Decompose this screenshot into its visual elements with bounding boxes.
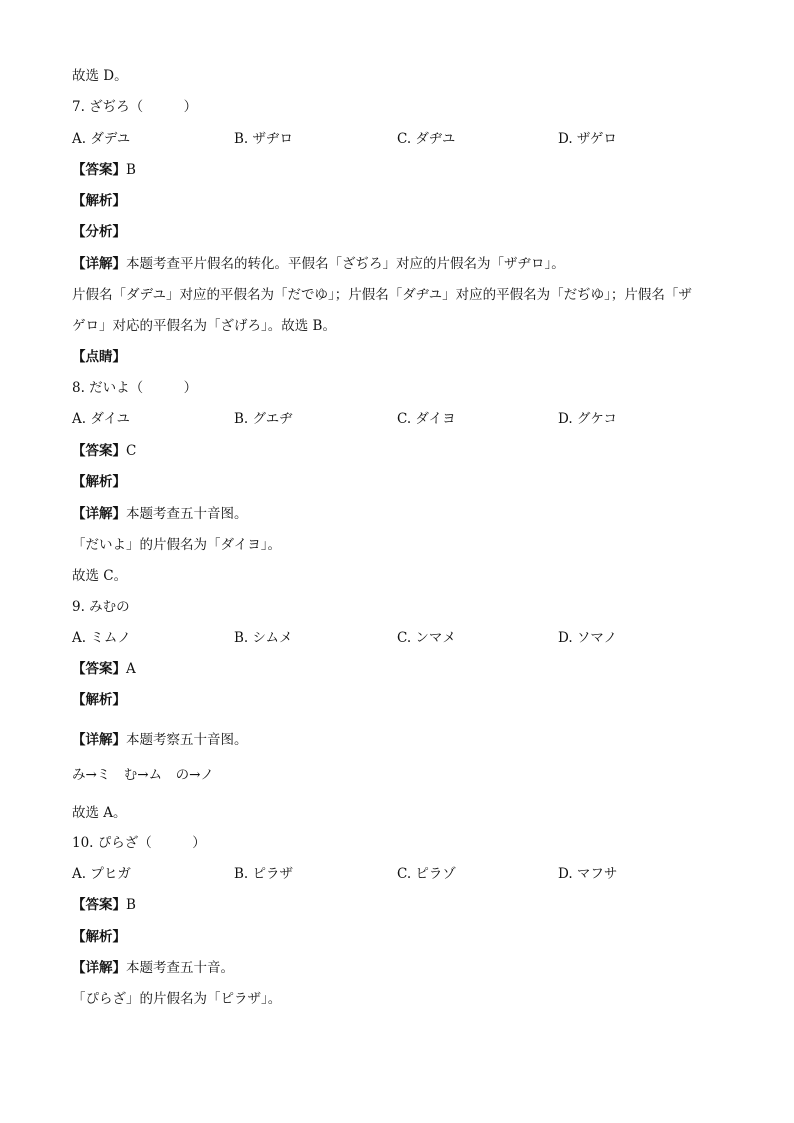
answer-tag: 【答案】 (72, 162, 126, 178)
q9-detail-line-2: み→ミ む→ム の→ノ (72, 767, 214, 783)
q9-option-d: D. ソマノ (558, 630, 618, 646)
q10-option-d: D. マフサ (558, 866, 618, 882)
q7-answer (72, 161, 136, 179)
q8-detail-line-2: 「だいよ」的片假名为「ダイヨ」。 (72, 537, 281, 553)
q7-detail-line-3: ゲロ」对応的平假名为「ざげろ」。故选 B。 (72, 318, 336, 334)
q9-analysis-tag: 【解析】 (72, 692, 126, 708)
q9-option-b: B. シムメ (234, 630, 293, 646)
q10-option-a: A. プヒガ (72, 866, 131, 882)
q9-option-c: C. ンマメ (397, 630, 456, 646)
q7-option-d: D. ザゲロ (558, 131, 617, 147)
q8-option-a: A. ダイユ (72, 411, 131, 427)
q10-option-b: B. ピラザ (234, 866, 294, 882)
q7-stem: 7. ざぢろ（ ） (72, 99, 198, 115)
q8-stem: 8. だいよ（ ） (72, 380, 198, 396)
intro-conclusion: 故选 D。 (72, 68, 128, 84)
q8-option-c: C. ダイヨ (397, 411, 456, 427)
q7-detail-line-1: 【详解】本题考查平片假名的转化。平假名「ざぢろ」对应的片假名为「ザヂロ」。 (72, 256, 565, 272)
q9-answer: 【答案】A (72, 661, 136, 677)
q9-detail-line-1: 【详解】本题考察五十音图。 (72, 732, 248, 748)
q8-option-d: D. グケコ (558, 411, 617, 427)
q7-fenxi-tag: 【分析】 (72, 224, 126, 240)
q7-option-b: B. ザヂロ (234, 131, 294, 147)
detail-tag: 【详解】 (72, 256, 126, 272)
q10-detail-line-2: 「ぴらざ」的片假名为「ピラザ」。 (72, 991, 282, 1007)
q7-option-c: C. ダヂユ (397, 131, 456, 147)
q7-detail-line-2: 片假名「ダデユ」对应的平假名为「だでゆ」；片假名「ダヂユ」对应的平假名为「だぢゆ」；片假名「ザ (72, 287, 692, 303)
q10-stem: 10. ぴらざ（ ） (72, 835, 206, 851)
q9-detail-line-3: 故选 A。 (72, 805, 127, 821)
q8-detail-line-1: 【详解】本题考查五十音图。 (72, 506, 248, 522)
q9-stem: 9. みむの (72, 599, 130, 615)
q10-detail-line-1: 【详解】本题考查五十音。 (72, 960, 234, 976)
q8-detail-line-3: 故选 C。 (72, 568, 128, 584)
q10-analysis-tag: 【解析】 (72, 929, 126, 945)
q10-answer: 【答案】B (72, 897, 136, 913)
q8-analysis-tag: 【解析】 (72, 474, 126, 490)
q9-option-a: A. ミムノ (72, 630, 131, 646)
q10-option-c: C. ピラゾ (397, 866, 456, 882)
q8-option-b: B. グエヂ (234, 411, 293, 427)
q8-answer: 【答案】C (72, 443, 137, 459)
q7-dianjing-tag: 【点睛】 (72, 349, 126, 365)
q7-option-a: A. ダデユ (72, 131, 131, 147)
answer-value: B (126, 162, 136, 178)
q7-analysis-tag: 【解析】 (72, 193, 126, 209)
